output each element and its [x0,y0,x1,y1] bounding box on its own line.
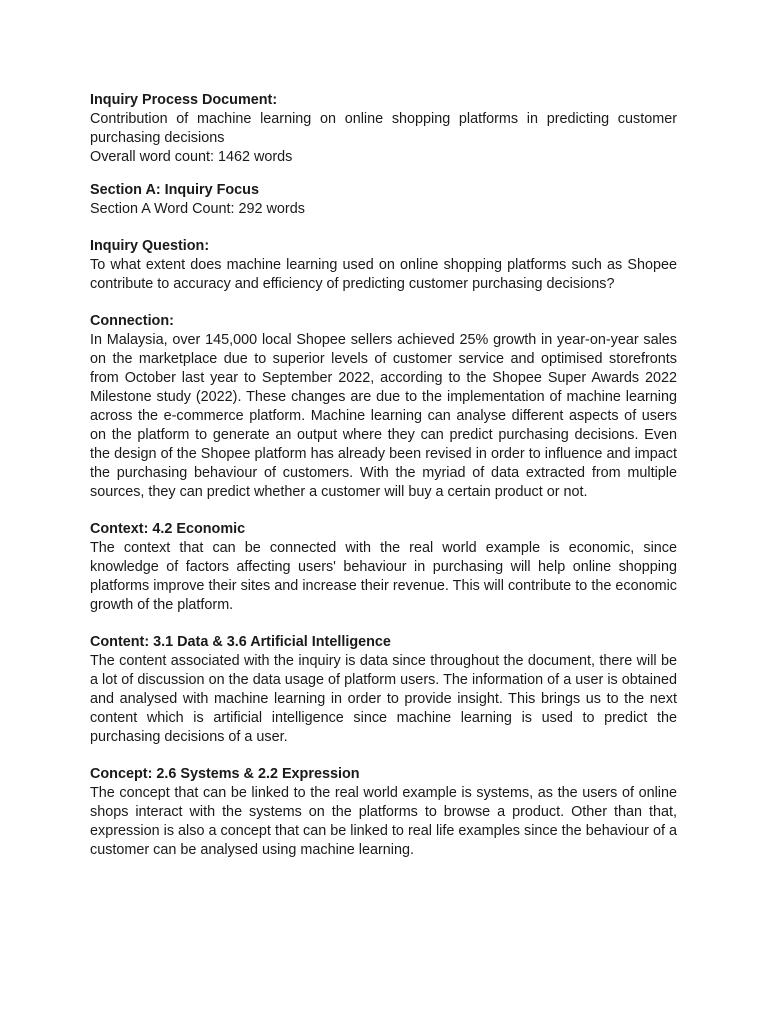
inquiry-question-body: To what extent does machine learning used on online shopping platforms such as Shopee contribute to accuracy and efficiency of predicting customer purchasing decisions? [90,257,677,292]
concept-section [90,765,677,860]
document-page [90,91,677,860]
section-a [90,181,677,219]
inquiry-question-heading: Inquiry Question: [90,238,210,254]
section-a-heading: Section A: Inquiry Focus [90,182,259,198]
overall-word-count: Overall word count: 1462 words [90,149,293,165]
document-title: Inquiry Process Document: [90,92,278,108]
document-subtitle: Contribution of machine learning on online shopping platforms in predicting customer purchasing decisions [90,111,677,146]
content-section [90,633,677,747]
concept-heading: Concept: 2.6 Systems & 2.2 Expression [90,766,360,782]
inquiry-question-section [90,237,677,294]
context-section [90,520,677,615]
connection-body: In Malaysia, over 145,000 local Shopee sellers achieved 25% growth in year-on-year sales on the marketplace due to superior levels of customer service and optimised storefronts from October last year to September 2022, according to the Shopee Super Awards 2022 Milestone study (2022). These changes are due to the implementation of machine learning across the e-commerce platform. Machine learning can analyse different aspects of users on the platform to generate an output where they can predict purchasing decisions. Even the design of the Shopee platform has already been revised in order to influence and impact the purchasing behaviour of customers. With the myriad of data extracted from multiple sources, they can predict whether a customer will buy a certain product or not. [90,332,677,500]
concept-body: The concept that can be linked to the real world example is systems, as the users of online shops interact with the systems on the platforms to browse a product. Other than that, expression is also a concept that can be linked to real life examples since the behaviour of a customer can be analysed using machine learning. [90,785,677,858]
content-heading: Content: 3.1 Data & 3.6 Artificial Intelligence [90,634,391,650]
connection-section [90,312,677,502]
connection-heading: Connection: [90,313,174,329]
section-a-word-count: Section A Word Count: 292 words [90,201,305,217]
context-heading: Context: 4.2 Economic [90,521,246,537]
content-body: The content associated with the inquiry is data since throughout the document, there will be a lot of discussion on the data usage of platform users. The information of a user is obtained and analysed with machine learning in order to provide insight. This brings us to the next content which is artificial intelligence since machine learning is used to predict the purchasing decisions of a user. [90,653,677,745]
context-body: The context that can be connected with the real world example is economic, since knowledge of factors affecting users' behaviour in purchasing will help online shopping platforms improve their sites and increase their revenue. This will contribute to the economic growth of the platform. [90,540,677,613]
document-header [90,91,677,167]
